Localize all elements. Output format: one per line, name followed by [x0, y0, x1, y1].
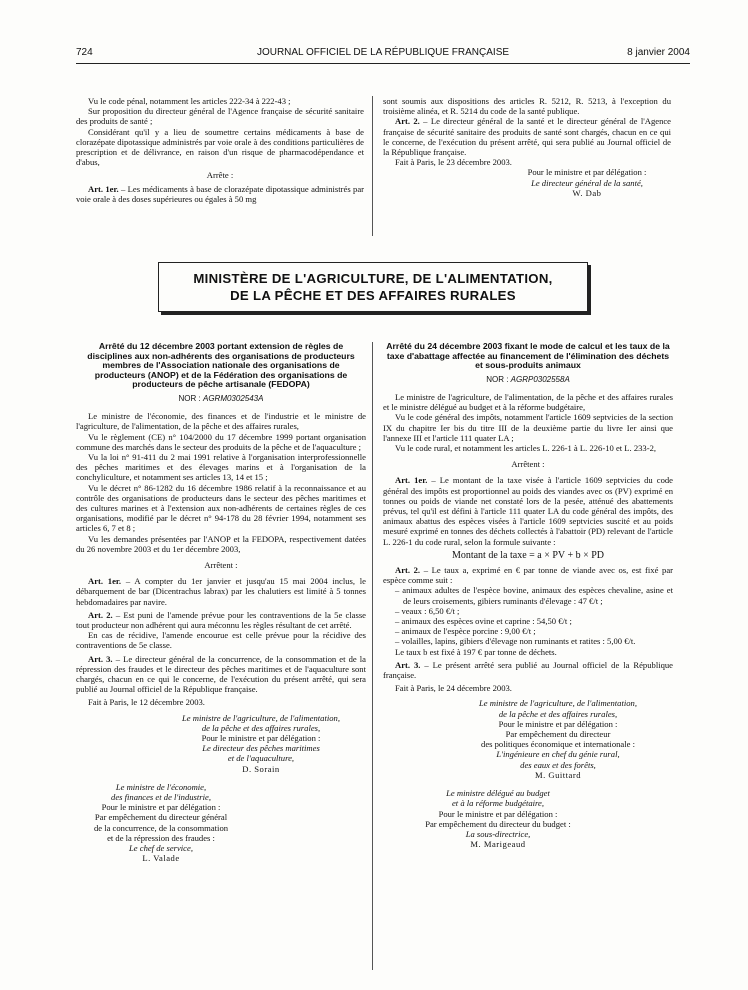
- arrete-heading: Arrêtent :: [511, 459, 545, 470]
- article-3: Art. 3. – Le directeur général de la concurrence, de la consommation et de la répression des fraudes et le directeur des pêches maritimes et de l'aquaculture sont chargés, chacun en ce qui le concerne, de l'exécution du présent arrêté, qui sera publié au Journal officiel de la République française.: [76, 653, 366, 695]
- header-rule: [76, 63, 690, 64]
- paragraph: Le ministre de l'économie, des finances et de l'industrie et le ministre de l'agriculture, de l'alimentation, de la pêche et des affaires rurales,: [76, 411, 366, 432]
- page-number: 724: [76, 47, 93, 58]
- signature-block: [76, 782, 246, 864]
- signature-block: [156, 713, 366, 774]
- journal-title: JOURNAL OFFICIEL DE LA RÉPUBLIQUE FRANÇAISE: [256, 47, 510, 58]
- paragraph: Vu le code général des impôts, notamment l'article 1609 septvicies de la section IX du chapitre Ier bis du titre III de la deuxième partie du livre Ier ainsi que l'annexe III et l'article 111 quater LA ;: [383, 412, 673, 443]
- paragraph: Sur proposition du directeur général de l'Agence française de sécurité sanitaire des produits de santé ;: [76, 106, 364, 127]
- arrete-heading: Arrête :: [206, 170, 234, 181]
- signature-block: [503, 167, 671, 198]
- signature-line: La sous-directrice,: [465, 828, 531, 839]
- top-left-column: [76, 96, 364, 204]
- article-1: Art. 1er. – Les médicaments à base de clorazépate dipotassique administrés par voie orale à des doses supérieures ou égales à 50 mg: [76, 183, 365, 204]
- signature-line: et de l'aquaculture,: [227, 753, 295, 764]
- top-right-column: [383, 96, 671, 198]
- paragraph: Vu le décret n° 86-1282 du 16 décembre 1986 relatif à la reconnaissance et au contrôle des organisations de producteurs dans le secteur des pêches maritimes et des cultures marines et à l'extension aux non-adhérents de certaines règles de ces organisations, modifié par le décret n° 94-178 du 28 février 1994, notamment ses articles 6, 7 et 8 ;: [76, 482, 366, 534]
- signature-line: Par empêchement du directeur général: [94, 812, 228, 823]
- paragraph: Vu les demandes présentées par l'ANOP et la FEDOPA, respectivement datées du 26 novembre 2003 et du 1er décembre 2003,: [76, 533, 366, 554]
- signature-line: Le ministre délégué au budget: [446, 788, 550, 799]
- paragraph: Vu le règlement (CE) n° 104/2000 du 17 décembre 1999 portant organisation commune des marchés dans le secteur des produits de la pêche et de l'aquaculture ;: [76, 431, 366, 452]
- nor-reference: NOR : AGRM0302543A: [178, 393, 264, 403]
- article-2: Art. 2. – Le taux a, exprimé en € par tonne de viande avec os, est fixé par espèce comme suit :: [383, 565, 673, 586]
- signature-line: Le ministre de l'agriculture, de l'alimentation,: [182, 712, 340, 723]
- signature-line: Le directeur des pêches maritimes: [202, 743, 320, 754]
- signature-line: Le chef de service,: [129, 843, 193, 854]
- signature-line: Le directeur général de la santé,: [531, 177, 643, 188]
- article-2: Art. 2. – Est puni de l'amende prévue pour les contraventions de la 5e classe tout producteur non adhérent qui aura méconnu les règles résultant de cet arrêté.: [76, 609, 367, 631]
- list-item: – animaux des espèces ovine et caprine : 54,50 €/t ;: [395, 616, 572, 627]
- signature-line: des politiques économique et internationale :: [481, 739, 635, 750]
- article-1: Art. 1er. – A compter du 1er janvier et jusqu'au 15 mai 2004 inclus, le débarquement de bar (Dicentrachus labrax) par les chalutiers est limité à 5 tonnes hebdomadaires par navire.: [76, 576, 366, 607]
- column-divider-top: [372, 96, 373, 236]
- list-item: – animaux adultes de l'espèce bovine, animaux des espèces chevaline, asine et de leurs croisements, gibiers ruminants d'élevage : 47 €/t ;: [395, 585, 673, 606]
- article-3: Art. 3. – Le présent arrêté sera publié au Journal officiel de la République française.: [383, 659, 673, 681]
- left-article-column: [76, 342, 366, 864]
- fait-a-paris: Fait à Paris, le 23 décembre 2003.: [395, 157, 512, 168]
- signature-line: Pour le ministre et par délégation :: [498, 718, 618, 729]
- signature-line: L'ingénieure en chef du génie rural,: [496, 749, 620, 760]
- signature-line: Pour le ministre et par délégation :: [527, 167, 647, 178]
- paragraph: Considérant qu'il y a lieu de soumettre certains médicaments à base de clorazépate dipotassique administrés par voie orale à des conditions particulières de prescription et de délivrance, en raison d'un risque de pharmacodépendance et d'abus,: [76, 126, 364, 168]
- running-header: [76, 47, 690, 63]
- tax-formula: Montant de la taxe = a × PV + b × PD: [451, 549, 605, 561]
- signature-line: Le ministre de l'économie,: [115, 781, 207, 792]
- signature-line: des finances et de l'industrie,: [111, 792, 211, 803]
- signatory-name: W. Dab: [572, 187, 602, 198]
- signature-block: [443, 698, 673, 780]
- ministry-line-2: DE LA PÊCHE ET DES AFFAIRES RURALES: [230, 288, 516, 303]
- decree-title: Arrêté du 12 décembre 2003 portant extension de règles de disciplines aux non-adhérents des organisations de producteurs membres de l'Association nationale des organisations de producteurs (ANOP) et de la Fédération des organisations de producteurs de pêche artisanale (FEDOPA): [87, 341, 355, 390]
- signatory-name: M. Marigeaud: [470, 839, 526, 850]
- ministry-line-1: MINISTÈRE DE L'AGRICULTURE, DE L'ALIMENTATION,: [193, 271, 553, 286]
- signature-line: Pour le ministre et par délégation :: [101, 802, 221, 813]
- list-item: – volailles, lapins, gibiers d'élevage non ruminants et ratites : 5,00 €/t.: [395, 636, 636, 647]
- signature-line: de la pêche et des affaires rurales,: [498, 708, 618, 719]
- column-divider-bottom: [372, 342, 373, 970]
- signature-line: et de la répression des fraudes :: [107, 832, 215, 843]
- paragraph: sont soumis aux dispositions des articles R. 5212, R. 5213, à l'exception du troisième alinéa, et R. 5214 du code de la santé publique.: [383, 96, 671, 117]
- article-2: Art. 2. – Le directeur général de la santé et le directeur général de l'Agence française de sécurité sanitaire des produits de santé sont chargés, chacun en ce qui le concerne, de l'exécution du présent arrêté, qui sera publié au Journal officiel de la République française.: [383, 116, 671, 158]
- signature-line: Le ministre de l'agriculture, de l'alimentation,: [479, 698, 637, 709]
- signature-line: Pour le ministre et par délégation :: [201, 733, 321, 744]
- paragraph: Le ministre de l'agriculture, de l'alimentation, de la pêche et des affaires rurales et le ministre délégué au budget et à la réforme budgétaire,: [383, 391, 673, 413]
- fait-a-paris: Fait à Paris, le 12 décembre 2003.: [88, 697, 205, 708]
- signature-line: des eaux et des forêts,: [520, 759, 596, 770]
- paragraph: Vu la loi n° 91-411 du 2 mai 1991 relative à l'organisation interprofessionnelle des pêches maritimes et des élevages marins et à l'organisation de la conchyliculture, et notamment ses articles 13, 14 et 15 ;: [76, 451, 366, 483]
- signature-line: Par empêchement du directeur: [505, 729, 611, 740]
- right-article-column: [383, 342, 673, 849]
- signatory-name: D. Sorain: [242, 763, 280, 774]
- issue-date: 8 janvier 2004: [627, 47, 690, 58]
- signatory-name: M. Guittard: [534, 769, 582, 780]
- signature-line: et à la réforme budgétaire,: [451, 798, 545, 809]
- fait-a-paris: Fait à Paris, le 24 décembre 2003.: [395, 683, 512, 694]
- signature-line: de la pêche et des affaires rurales,: [201, 722, 321, 733]
- list-item: – veaux : 6,50 €/t ;: [395, 605, 460, 616]
- arrete-heading: Arrêtent :: [204, 560, 238, 571]
- nor-reference: NOR : AGRP0302558A: [486, 374, 570, 384]
- article-1: Art. 1er. – Le montant de la taxe visée à l'article 1609 septvicies du code général des impôts est proportionnel au poids des viandes avec os (PV) exprimé en tonnes ou poids de viande net constaté lors de la pesée, atténué des abattements prévus, tel qu'il est défini à l'article 111 quater LA du code général des impôts, des animaux abattus des espèces visées à l'article 1609 septvicies suscité et au poids mesuré exprimé en tonnes des déchets collectés à l'abattoir (PD) relevant de l'article L. 226-1 du code rural, selon la formule suivante :: [383, 475, 673, 547]
- paragraph: Vu le code rural, et notamment les articles L. 226-1 à L. 226-10 et L. 233-2,: [395, 443, 657, 453]
- ministry-heading-box: [158, 262, 588, 312]
- signature-line: Par empêchement du directeur du budget :: [425, 818, 571, 829]
- paragraph: Vu le code pénal, notamment les articles 222-34 à 222-43 ;: [88, 96, 291, 106]
- paragraph: Le taux b est fixé à 197 € par tonne de déchets.: [395, 646, 557, 657]
- paragraph: En cas de récidive, l'amende encourue est celle prévue pour la récidive des contraventions de 5e classe.: [76, 630, 366, 651]
- signature-line: de la concurrence, de la consommation: [93, 822, 229, 833]
- signature-block: [383, 788, 613, 849]
- decree-title: Arrêté du 24 décembre 2003 fixant le mode de calcul et les taux de la taxe d'abattage affectée au financement de l'élimination des déchets et sous-produits animaux: [386, 341, 670, 371]
- signatory-name: L. Valade: [142, 853, 180, 864]
- signature-line: Pour le ministre et par délégation :: [438, 808, 558, 819]
- list-item: – animaux de l'espèce porcine : 9,00 €/t ;: [395, 626, 536, 637]
